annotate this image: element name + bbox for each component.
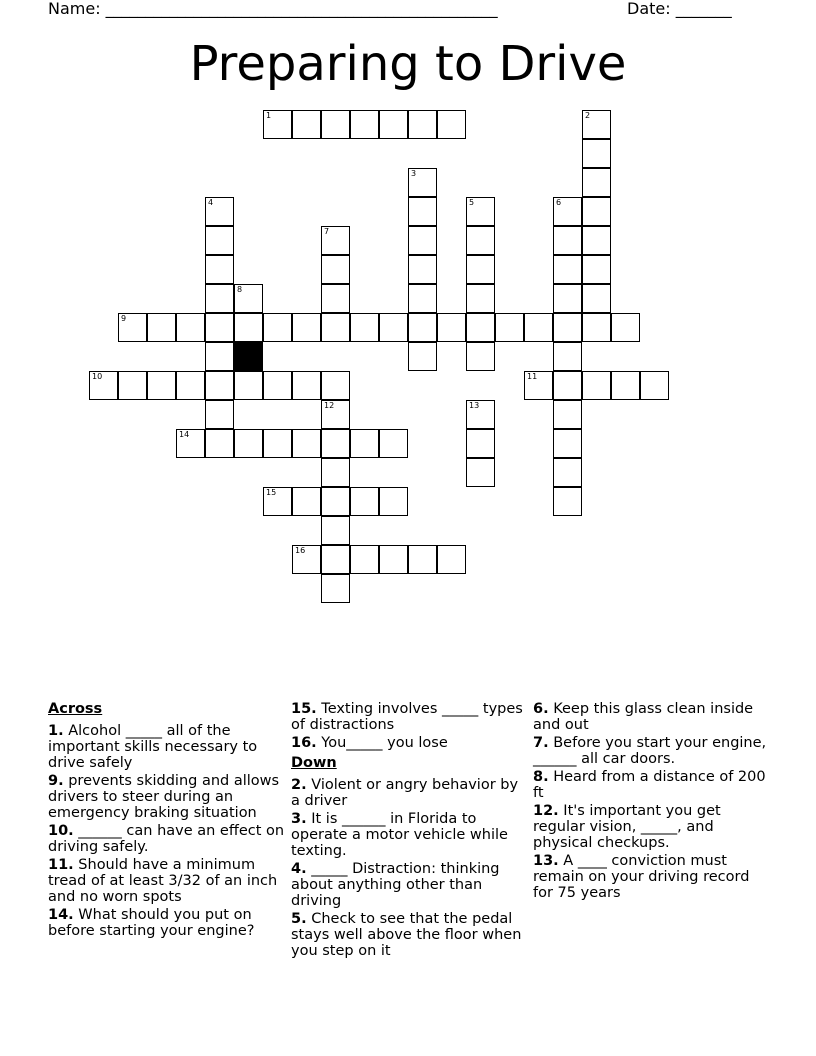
grid-cell[interactable]: [205, 371, 234, 400]
grid-cell[interactable]: [321, 400, 350, 429]
clue-item-number: 11.: [48, 857, 74, 873]
clue-item-text: What should you put on before starting your engine?: [48, 907, 255, 939]
grid-cell[interactable]: [408, 197, 437, 226]
grid-cell[interactable]: [379, 110, 408, 139]
grid-cell[interactable]: [524, 371, 553, 400]
grid-cell[interactable]: [321, 545, 350, 574]
grid-cell[interactable]: [466, 226, 495, 255]
grid-cell[interactable]: [350, 545, 379, 574]
clue-number: 8: [237, 285, 243, 294]
clue-number: 10: [92, 372, 103, 381]
grid-cell[interactable]: [611, 371, 640, 400]
grid-cell[interactable]: [205, 429, 234, 458]
clue-number: 9: [121, 314, 127, 323]
clue-number: 7: [324, 227, 330, 236]
clue-item: [533, 735, 771, 767]
grid-cell[interactable]: [292, 545, 321, 574]
clue-item-text: Alcohol _____ all of the important skills necessary to drive safely: [48, 723, 258, 771]
grid-cell[interactable]: [350, 110, 379, 139]
grid-cell[interactable]: [263, 429, 292, 458]
clue-number: 3: [411, 169, 417, 178]
grid-cell[interactable]: [408, 110, 437, 139]
clue-number: 11: [527, 372, 538, 381]
grid-cell[interactable]: [89, 371, 118, 400]
clues-column-1: [48, 701, 286, 941]
clue-item-number: 10.: [48, 823, 74, 839]
grid-cell[interactable]: [553, 487, 582, 516]
grid-cell[interactable]: [466, 313, 495, 342]
grid-cell[interactable]: [582, 255, 611, 284]
grid-cell[interactable]: [582, 226, 611, 255]
grid-cell[interactable]: [292, 313, 321, 342]
grid-cell[interactable]: [582, 197, 611, 226]
across-heading: Across: [48, 701, 103, 717]
clue-item: [48, 907, 286, 939]
grid-cell[interactable]: [292, 110, 321, 139]
clue-item: [48, 857, 286, 905]
clue-item-text: You_____ you lose: [316, 735, 448, 751]
grid-cell[interactable]: [147, 371, 176, 400]
grid-cell[interactable]: [379, 429, 408, 458]
clue-item: [533, 803, 771, 851]
clue-item-number: 13.: [533, 853, 559, 869]
grid-cell[interactable]: [321, 516, 350, 545]
clue-number: 12: [324, 401, 335, 410]
clue-item-text: Check to see that the pedal stays well above the floor when you step on it: [291, 911, 522, 959]
grid-cell[interactable]: [437, 545, 466, 574]
clue-item: [291, 701, 529, 733]
grid-cell[interactable]: [350, 313, 379, 342]
grid-cell[interactable]: [234, 371, 263, 400]
grid-cell[interactable]: [582, 139, 611, 168]
grid-cell[interactable]: [321, 458, 350, 487]
grid-cell[interactable]: [408, 255, 437, 284]
grid-cell[interactable]: [553, 400, 582, 429]
grid-cell[interactable]: [292, 371, 321, 400]
clue-item-number: 14.: [48, 907, 74, 923]
grid-cell[interactable]: [234, 284, 263, 313]
clue-item-number: 1.: [48, 723, 64, 739]
clue-item-text: Keep this glass clean inside and out: [533, 701, 754, 733]
grid-cell[interactable]: [321, 255, 350, 284]
clue-item: [291, 735, 529, 751]
grid-cell[interactable]: [292, 487, 321, 516]
clue-item-number: 8.: [533, 769, 549, 785]
grid-cell[interactable]: [321, 226, 350, 255]
clue-item: [48, 823, 286, 855]
grid-cell[interactable]: [553, 255, 582, 284]
grid-cell[interactable]: [379, 313, 408, 342]
grid-cell[interactable]: [234, 313, 263, 342]
clue-item-text: _____ Distraction: thinking about anything other than driving: [291, 861, 500, 909]
grid-cell[interactable]: [437, 110, 466, 139]
grid-cell[interactable]: [321, 487, 350, 516]
clue-item-text: It's important you get regular vision, _____, and physical checkups.: [533, 803, 721, 851]
grid-cell[interactable]: [466, 284, 495, 313]
clue-item-number: 4.: [291, 861, 307, 877]
clue-number: 4: [208, 198, 214, 207]
grid-cell[interactable]: [582, 110, 611, 139]
grid-cell[interactable]: [205, 197, 234, 226]
clue-item-text: A ____ conviction must remain on your driving record for 75 years: [533, 853, 750, 901]
grid-cell[interactable]: [553, 429, 582, 458]
grid-cell[interactable]: [205, 313, 234, 342]
clue-item: [48, 773, 286, 821]
grid-cell[interactable]: [350, 429, 379, 458]
grid-cell[interactable]: [553, 371, 582, 400]
clue-number: 6: [556, 198, 562, 207]
clue-item-number: 9.: [48, 773, 64, 789]
grid-cell[interactable]: [350, 487, 379, 516]
clue-item: [291, 861, 529, 909]
grid-cell[interactable]: [321, 284, 350, 313]
grid-cell[interactable]: [321, 429, 350, 458]
clue-item-text: It is ______ in Florida to operate a motor vehicle while texting.: [291, 811, 508, 859]
grid-cell[interactable]: [408, 342, 437, 371]
grid-cell[interactable]: [379, 545, 408, 574]
grid-cell[interactable]: [379, 487, 408, 516]
grid-cell[interactable]: [118, 313, 147, 342]
grid-cell[interactable]: [408, 284, 437, 313]
clues-column-3: [533, 701, 771, 903]
grid-cell[interactable]: [408, 226, 437, 255]
grid-cell[interactable]: [292, 429, 321, 458]
clue-item: [291, 911, 529, 959]
grid-cell[interactable]: [582, 371, 611, 400]
grid-cell[interactable]: [176, 313, 205, 342]
grid-cell[interactable]: [147, 313, 176, 342]
grid-cell[interactable]: [176, 429, 205, 458]
clue-item-number: 5.: [291, 911, 307, 927]
grid-cell[interactable]: [640, 371, 669, 400]
grid-cell[interactable]: [234, 429, 263, 458]
grid-cell[interactable]: [321, 110, 350, 139]
clue-item-number: 15.: [291, 701, 317, 717]
grid-cell[interactable]: [553, 313, 582, 342]
clue-item-text: Texting involves _____ types of distractions: [291, 701, 523, 733]
grid-cell[interactable]: [321, 313, 350, 342]
clue-number: 13: [469, 401, 480, 410]
clue-number: 1: [266, 111, 272, 120]
grid-cell[interactable]: [466, 429, 495, 458]
grid-cell[interactable]: [582, 168, 611, 197]
grid-cell[interactable]: [466, 458, 495, 487]
grid-cell[interactable]: [553, 226, 582, 255]
clue-number: 2: [585, 111, 591, 120]
clue-item-number: 2.: [291, 777, 307, 793]
clue-number: 16: [295, 546, 306, 555]
grid-cell[interactable]: [466, 400, 495, 429]
grid-cell[interactable]: [205, 255, 234, 284]
grid-cell[interactable]: [321, 371, 350, 400]
grid-cell[interactable]: [466, 255, 495, 284]
grid-cell[interactable]: [437, 313, 466, 342]
clue-item-number: 6.: [533, 701, 549, 717]
down-heading: Down: [291, 755, 337, 771]
grid-cell[interactable]: [263, 487, 292, 516]
grid-cell[interactable]: [408, 313, 437, 342]
grid-cell[interactable]: [118, 371, 147, 400]
grid-cell[interactable]: [495, 313, 524, 342]
grid-cell[interactable]: [263, 371, 292, 400]
grid-cell[interactable]: [408, 545, 437, 574]
clue-item-number: 7.: [533, 735, 549, 751]
grid-cell[interactable]: [466, 197, 495, 226]
date-field-line: Date: _______: [627, 0, 732, 18]
grid-cell[interactable]: [263, 110, 292, 139]
grid-cell[interactable]: [205, 226, 234, 255]
grid-cell[interactable]: [205, 342, 234, 371]
clue-item-text: ______ can have an effect on driving safely.: [48, 823, 285, 855]
grid-cell[interactable]: [553, 197, 582, 226]
grid-cell[interactable]: [466, 342, 495, 371]
grid-cell[interactable]: [553, 284, 582, 313]
clue-number: 15: [266, 488, 277, 497]
grid-cell[interactable]: [582, 284, 611, 313]
clue-item: [533, 701, 771, 733]
clue-item-text: prevents skidding and allows drivers to steer during an emergency braking situation: [48, 773, 280, 821]
grid-cell[interactable]: [553, 342, 582, 371]
clue-item-text: Violent or angry behavior by a driver: [291, 777, 519, 809]
grid-cell[interactable]: [408, 168, 437, 197]
clue-item: [291, 777, 529, 809]
clue-item-text: Should have a minimum tread of at least 3/32 of an inch and no worn spots: [48, 857, 278, 905]
grid-cell[interactable]: [524, 313, 553, 342]
grid-cell[interactable]: [263, 313, 292, 342]
clue-number: 5: [469, 198, 475, 207]
clue-item-number: 16.: [291, 735, 317, 751]
grid-cell[interactable]: [176, 371, 205, 400]
clue-item-text: Heard from a distance of 200 ft: [533, 769, 766, 801]
clue-item: [291, 811, 529, 859]
clue-item: [48, 723, 286, 771]
clue-item-text: Before you start your engine, ______ all car doors.: [533, 735, 767, 767]
clue-number: 14: [179, 430, 190, 439]
grid-cell[interactable]: [321, 574, 350, 603]
grid-cell[interactable]: [553, 458, 582, 487]
blocked-cell: [234, 342, 263, 371]
clue-item-number: 12.: [533, 803, 559, 819]
grid-cell[interactable]: [582, 313, 611, 342]
grid-cell[interactable]: [205, 400, 234, 429]
grid-cell[interactable]: [611, 313, 640, 342]
clues-column-2: [291, 701, 529, 961]
clue-item: [533, 853, 771, 901]
page-title: Preparing to Drive: [189, 36, 627, 92]
clue-item: [533, 769, 771, 801]
grid-cell[interactable]: [205, 284, 234, 313]
clue-item-number: 3.: [291, 811, 307, 827]
name-field-line: Name: _________________________________________________: [48, 0, 498, 18]
